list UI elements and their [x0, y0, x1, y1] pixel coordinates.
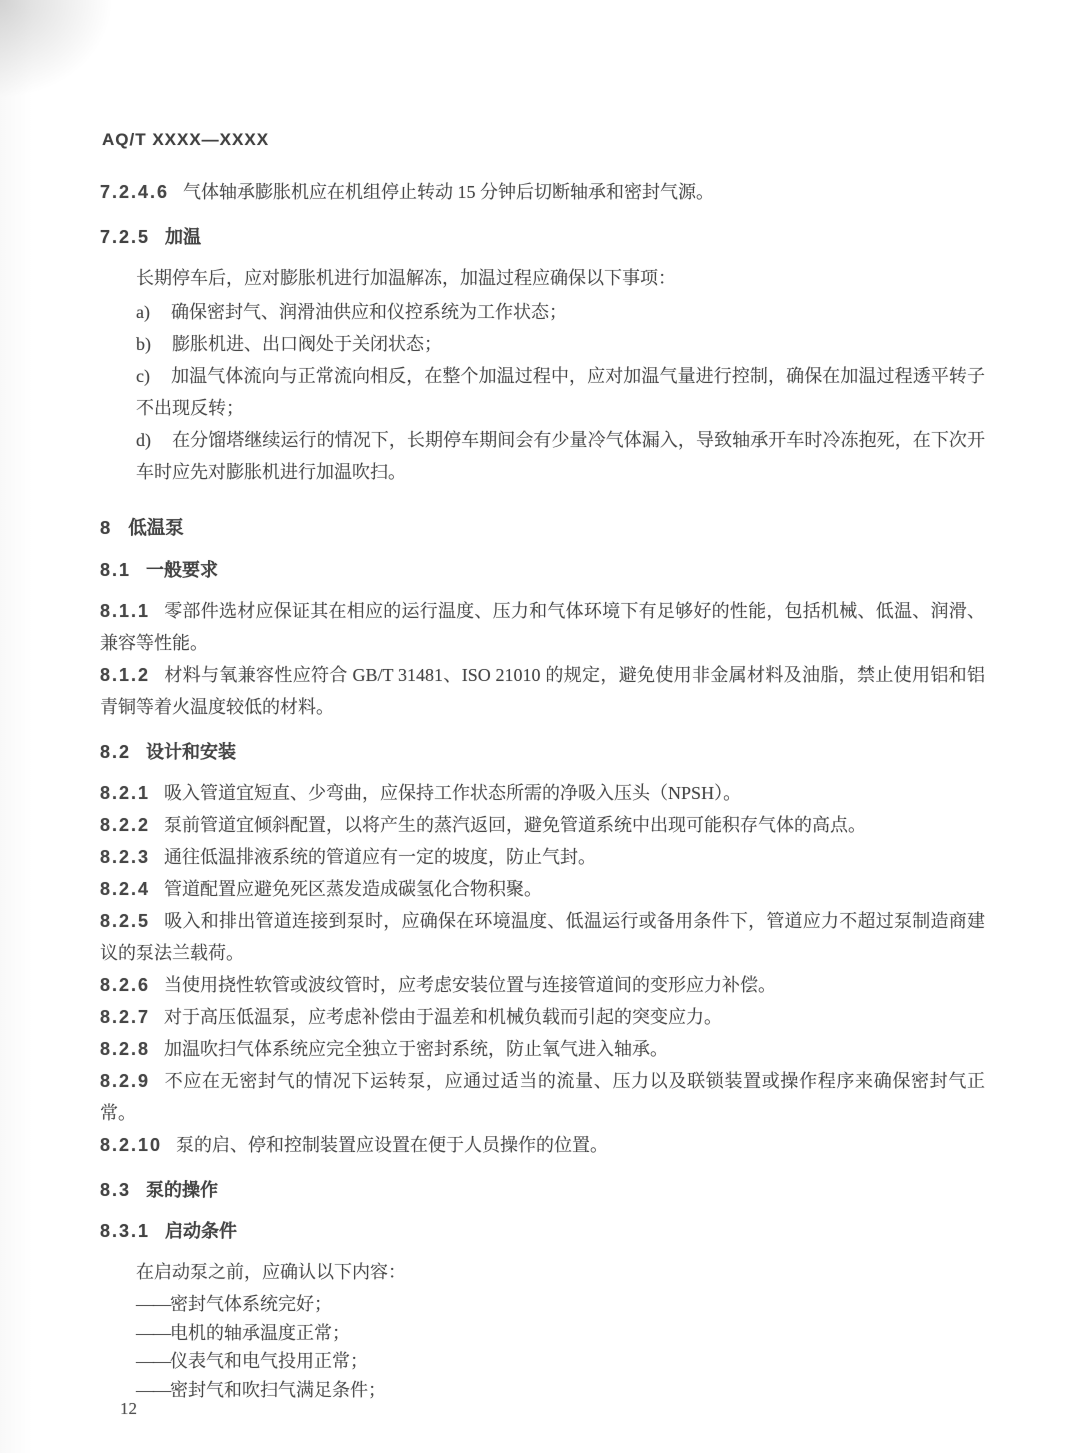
dash-list-item [100, 1290, 985, 1319]
heading-number: 8 [100, 517, 113, 538]
clause-number: 8.2.3 [100, 847, 151, 867]
heading-title: 泵的操作 [146, 1180, 219, 1200]
lettered-list-item [100, 296, 985, 328]
list-marker: c) [136, 366, 150, 386]
clause-text: 泵的启、停和控制装置应设置在便于人员操作的位置。 [176, 1135, 609, 1155]
document-header: AQ/T XXXX—XXXX [102, 130, 270, 149]
list-item-text: 仪表气和电气投用正常； [170, 1351, 368, 1371]
clause-text: 管道配置应避免死区蒸发造成碳氢化合物积聚。 [164, 879, 543, 899]
section-heading [100, 740, 985, 764]
clause-number: 8.2.6 [100, 975, 151, 995]
list-marker: d) [136, 430, 151, 450]
heading-number: 7.2.5 [100, 227, 151, 247]
list-marker: —— [136, 1351, 170, 1371]
list-marker: —— [136, 1379, 170, 1400]
clause-number: 8.2.7 [100, 1007, 151, 1027]
clause-text: 当使用挠性软管或波纹管时，应考虑安装位置与连接管道间的变形应力补偿。 [164, 975, 777, 995]
page-number: 12 [120, 1399, 137, 1418]
chapter-heading [100, 516, 985, 540]
dash-list-item [100, 1319, 985, 1348]
clause-text: 通往低温排液系统的管道应有一定的坡度，防止气封。 [164, 847, 597, 867]
lettered-list-item [100, 360, 985, 424]
clause-text: 不应在无密封气的情况下运转泵，应通过适当的流量、压力以及联锁装置或操作程序来确保密封气正常。 [100, 1071, 985, 1123]
list-item-text: 加温气体流向与正常流向相反，在整个加温过程中，应对加温气量进行控制，确保在加温过程透平转子不出现反转； [136, 366, 985, 418]
clause-number: 8.2.2 [100, 815, 151, 835]
clause-text: 气体轴承膨胀机应在机组停止转动 15 分钟后切断轴承和密封气源。 [183, 182, 715, 202]
paragraph: 在启动泵之前，应确认以下内容： [136, 1262, 406, 1282]
clause [100, 841, 985, 873]
clause [100, 777, 985, 809]
heading-number: 8.3 [100, 1180, 132, 1200]
clause [100, 595, 985, 659]
clause-number: 8.1.1 [100, 601, 151, 621]
clause-text: 零部件选材应保证其在相应的运行温度、压力和气体环境下有足够好的性能，包括机械、低温、润滑、兼容等性能。 [100, 601, 985, 653]
clause [100, 905, 985, 969]
clause-number: 8.2.10 [100, 1135, 163, 1155]
clause [100, 873, 985, 905]
section-heading [100, 225, 985, 249]
document-body [100, 176, 985, 1404]
lettered-list-item [100, 328, 985, 360]
heading-title: 一般要求 [146, 560, 219, 580]
section-heading [100, 558, 985, 582]
clause-number: 8.2.4 [100, 879, 151, 899]
section-heading [100, 1219, 985, 1243]
heading-number: 8.3.1 [100, 1221, 151, 1241]
clause-text: 加温吹扫气体系统应完全独立于密封系统，防止氧气进入轴承。 [164, 1039, 669, 1059]
clause [100, 659, 985, 723]
lettered-list-item [100, 424, 985, 488]
clause-number: 8.2.9 [100, 1071, 151, 1091]
heading-number: 8.1 [100, 560, 132, 580]
clause [100, 969, 985, 1001]
paragraph: 长期停车后，应对膨胀机进行加温解冻，加温过程应确保以下事项： [136, 268, 676, 288]
heading-title: 低温泵 [128, 517, 184, 538]
clause-number: 8.2.8 [100, 1039, 151, 1059]
heading-title: 加温 [165, 227, 202, 247]
dash-list-item [100, 1376, 985, 1405]
list-item-text: 密封气和吹扫气满足条件； [170, 1379, 386, 1400]
clause [100, 1065, 985, 1129]
heading-title: 启动条件 [165, 1221, 238, 1241]
list-marker: —— [136, 1322, 170, 1343]
list-item-text: 电机的轴承温度正常； [170, 1322, 350, 1343]
list-marker: a) [136, 302, 150, 322]
list-item-text: 密封气体系统完好； [170, 1294, 332, 1314]
heading-number: 8.2 [100, 742, 132, 762]
dash-list-item [100, 1347, 985, 1376]
clause-text: 材料与氧兼容性应符合 GB/T 31481、ISO 21010 的规定，避免使用非金属材料及油脂，禁止使用铝和铝青铜等着火温度较低的材料。 [100, 665, 985, 717]
clause [100, 1129, 985, 1161]
list-marker: b) [136, 334, 151, 354]
clause [100, 809, 985, 841]
clause-number: 8.2.1 [100, 783, 151, 803]
clause-number: 8.1.2 [100, 665, 151, 685]
clause-text: 吸入和排出管道连接到泵时，应确保在环境温度、低温运行或备用条件下，管道应力不超过泵制造商建议的泵法兰载荷。 [100, 911, 985, 963]
clause [100, 1033, 985, 1065]
heading-title: 设计和安装 [146, 742, 237, 762]
list-item-text: 在分馏塔继续运行的情况下，长期停车期间会有少量冷气体漏入，导致轴承开车时冷冻抱死，在下次开车时应先对膨胀机进行加温吹扫。 [136, 430, 985, 482]
clause-text: 对于高压低温泵，应考虑补偿由于温差和机械负载而引起的突变应力。 [164, 1007, 723, 1027]
list-item-text: 膨胀机进、出口阀处于关闭状态； [172, 334, 442, 354]
clause-text: 吸入管道宜短直、少弯曲，应保持工作状态所需的净吸入压头（NPSH）。 [164, 783, 742, 803]
section-heading [100, 1178, 985, 1202]
clause-text: 泵前管道宜倾斜配置，以将产生的蒸汽返回，避免管道系统中出现可能积存气体的高点。 [164, 815, 867, 835]
clause-number: 7.2.4.6 [100, 182, 170, 202]
list-item-text: 确保密封气、润滑油供应和仪控系统为工作状态； [170, 302, 567, 322]
clause [100, 176, 985, 208]
clause-number: 8.2.5 [100, 911, 151, 931]
list-marker: —— [136, 1294, 170, 1314]
clause [100, 1001, 985, 1033]
